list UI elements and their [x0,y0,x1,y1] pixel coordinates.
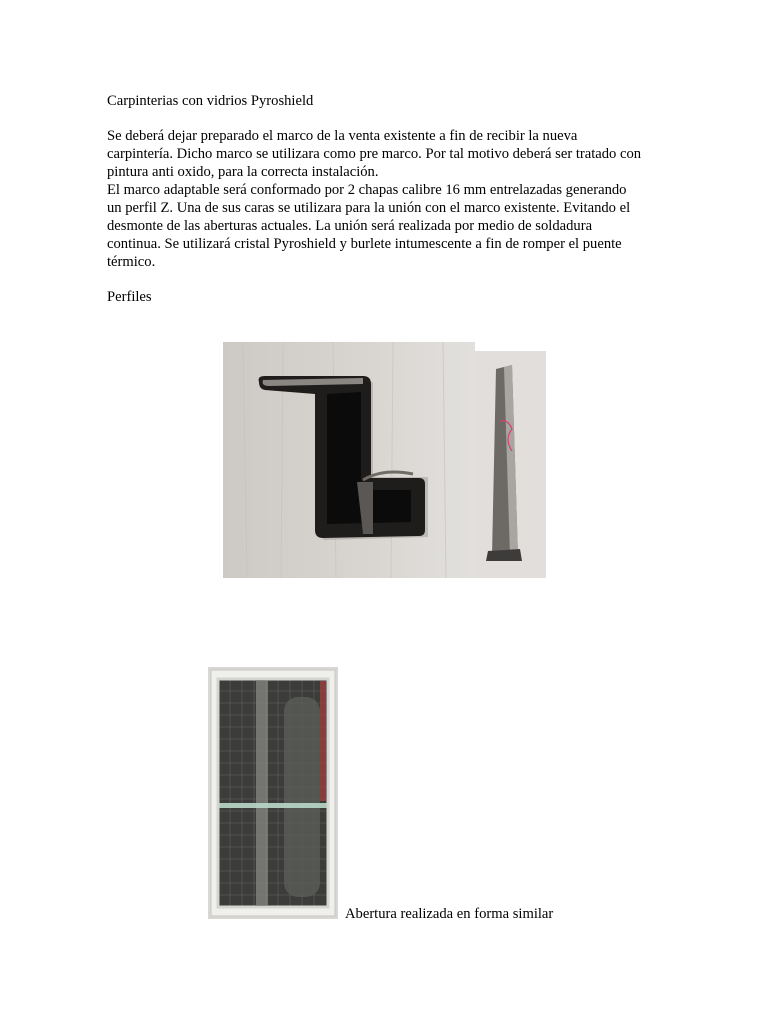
paragraph-line: Se deberá dejar preparado el marco de la venta existente a fin de recibir la nueva [107,128,578,144]
window-photo [208,667,338,919]
section-label-perfiles: Perfiles [107,289,152,305]
paragraph-line: continua. Se utilizará cristal Pyroshield y burlete intumescente a fin de romper el puente [107,236,622,252]
document-paragraph [107,127,677,271]
paragraph-line: pintura anti oxido, para la correcta instalación. [107,164,379,180]
window-caption: Abertura realizada en forma similar [345,906,554,922]
paragraph-line: El marco adaptable será conformado por 2 chapas calibre 16 mm entrelazadas generando [107,182,627,198]
paragraph-line: térmico. [107,254,156,270]
paragraph-line: carpintería. Dicho marco se utilizara como pre marco. Por tal motivo deberá ser tratado con [107,146,642,162]
z-profile-photo [223,342,475,578]
profile-bar-photo [474,351,546,578]
document-title: Carpinterias con vidrios Pyroshield [107,93,314,109]
paragraph-line: desmonte de las aberturas actuales. La unión será realizada por medio de soldadura [107,218,593,234]
paragraph-line: un perfil Z. Una de sus caras se utilizara para la unión con el marco existente. Evitando el [107,200,631,216]
